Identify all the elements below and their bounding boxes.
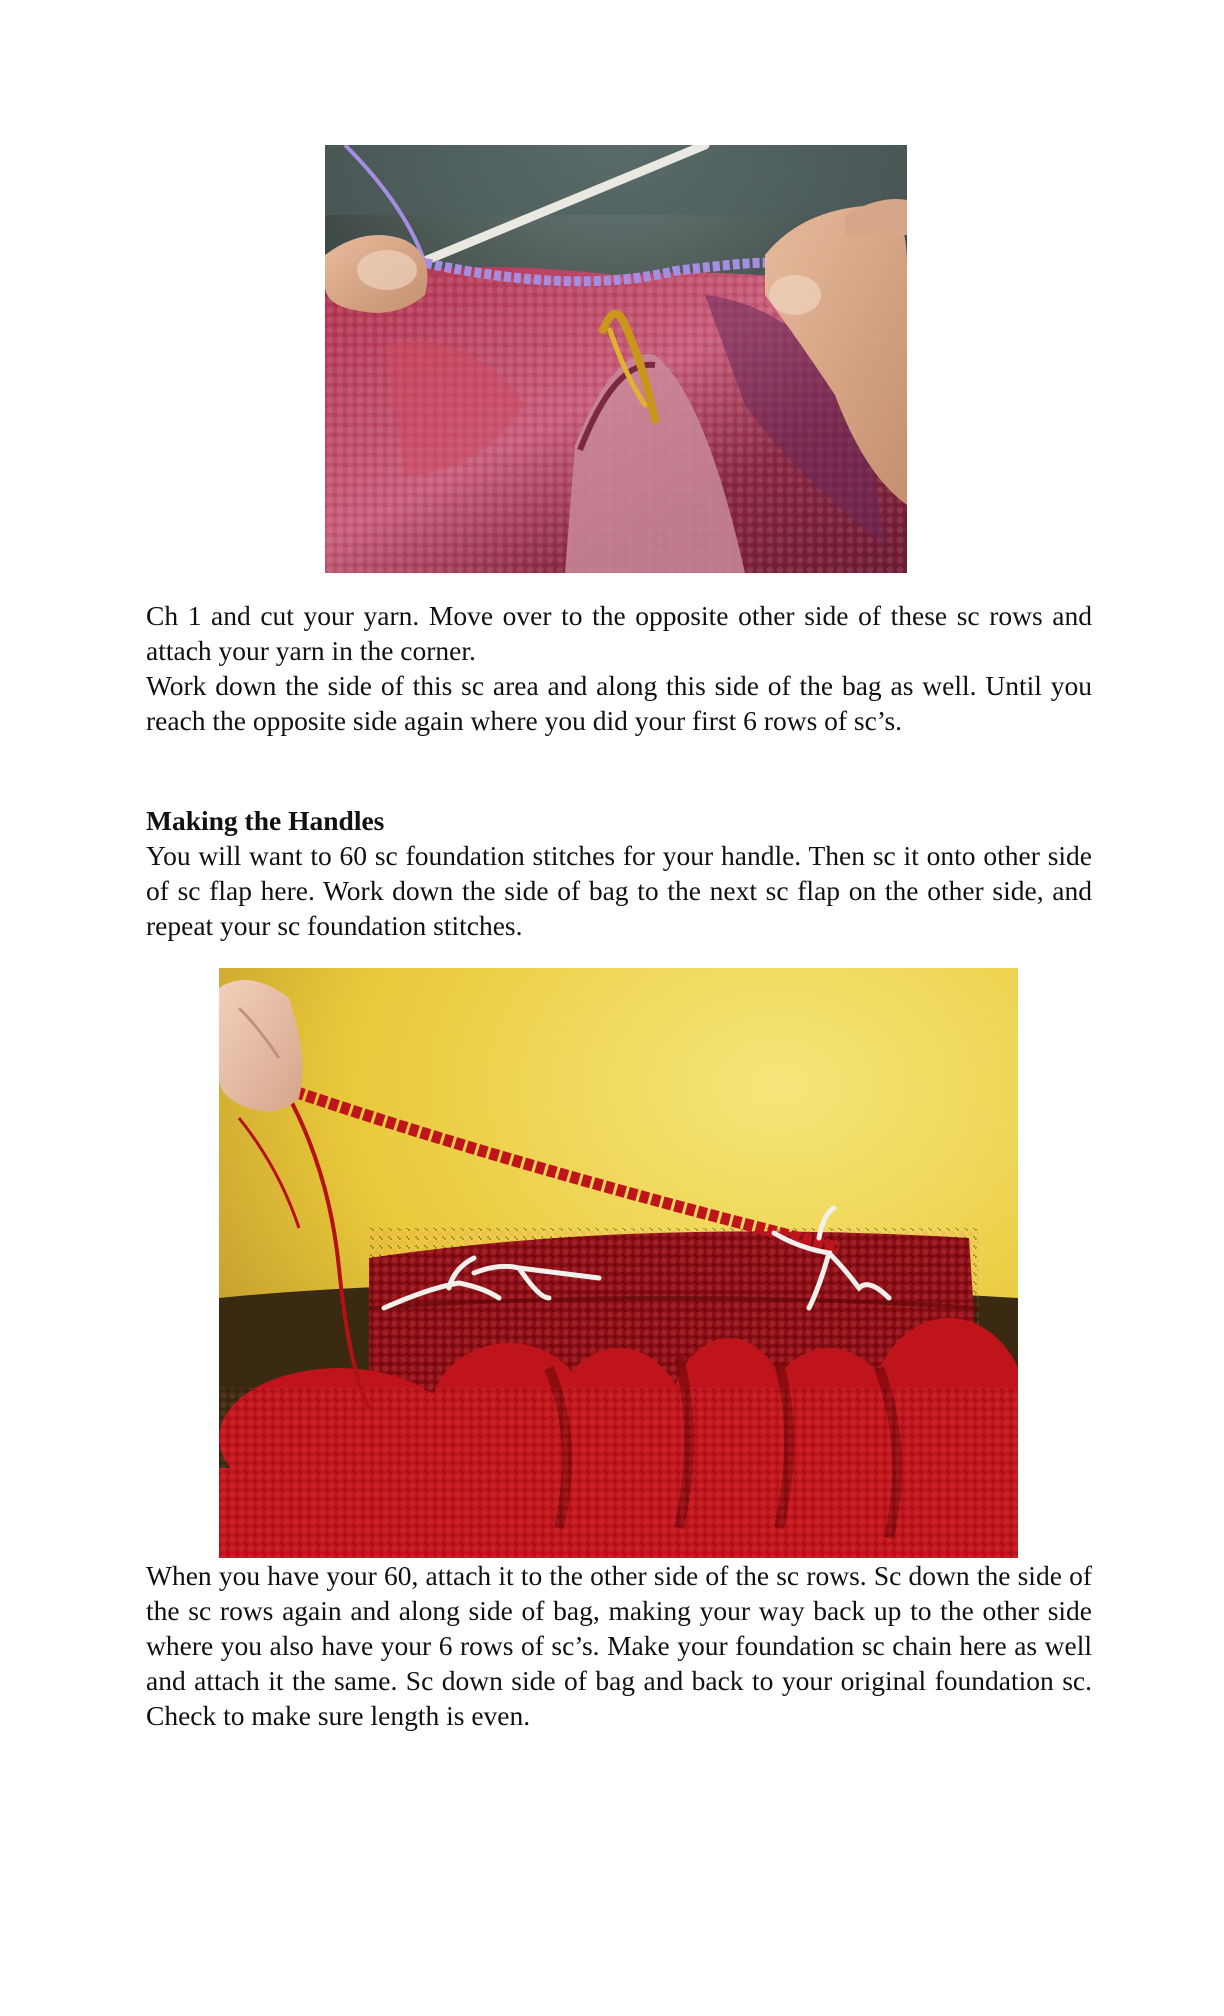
section-heading: Making the Handles	[146, 805, 385, 836]
paragraph: You will want to 60 sc foundation stitches for your handle. Then sc it onto other side of sc flap here. Work down the side of bag to the next sc flap on the other side, and repeat your sc foundation stitches.	[146, 840, 1092, 941]
instruction-text-bottom	[146, 1558, 1092, 1733]
crochet-photo-red-bag-handle	[219, 968, 1018, 1558]
section-making-handles	[146, 803, 1092, 943]
instruction-text-top	[146, 598, 1092, 738]
paragraph: Work down the side of this sc area and along this side of the bag as well. Until you reach the opposite side again where you did your first 6 rows of sc’s.	[146, 670, 1092, 736]
paragraph: When you have your 60, attach it to the other side of the sc rows. Sc down the side of the sc rows again and along side of bag, making your way back up to the other side where you also have your 6 rows of sc’s. Make your foundation sc chain here as well and attach it the same. Sc down side of bag and back to your original foundation sc. Check to make sure length is even.	[146, 1560, 1092, 1731]
paragraph: Ch 1 and cut your yarn. Move over to the opposite other side of these sc rows and attach your yarn in the corner.	[146, 600, 1092, 666]
crochet-photo-lavender-chain	[325, 145, 907, 573]
